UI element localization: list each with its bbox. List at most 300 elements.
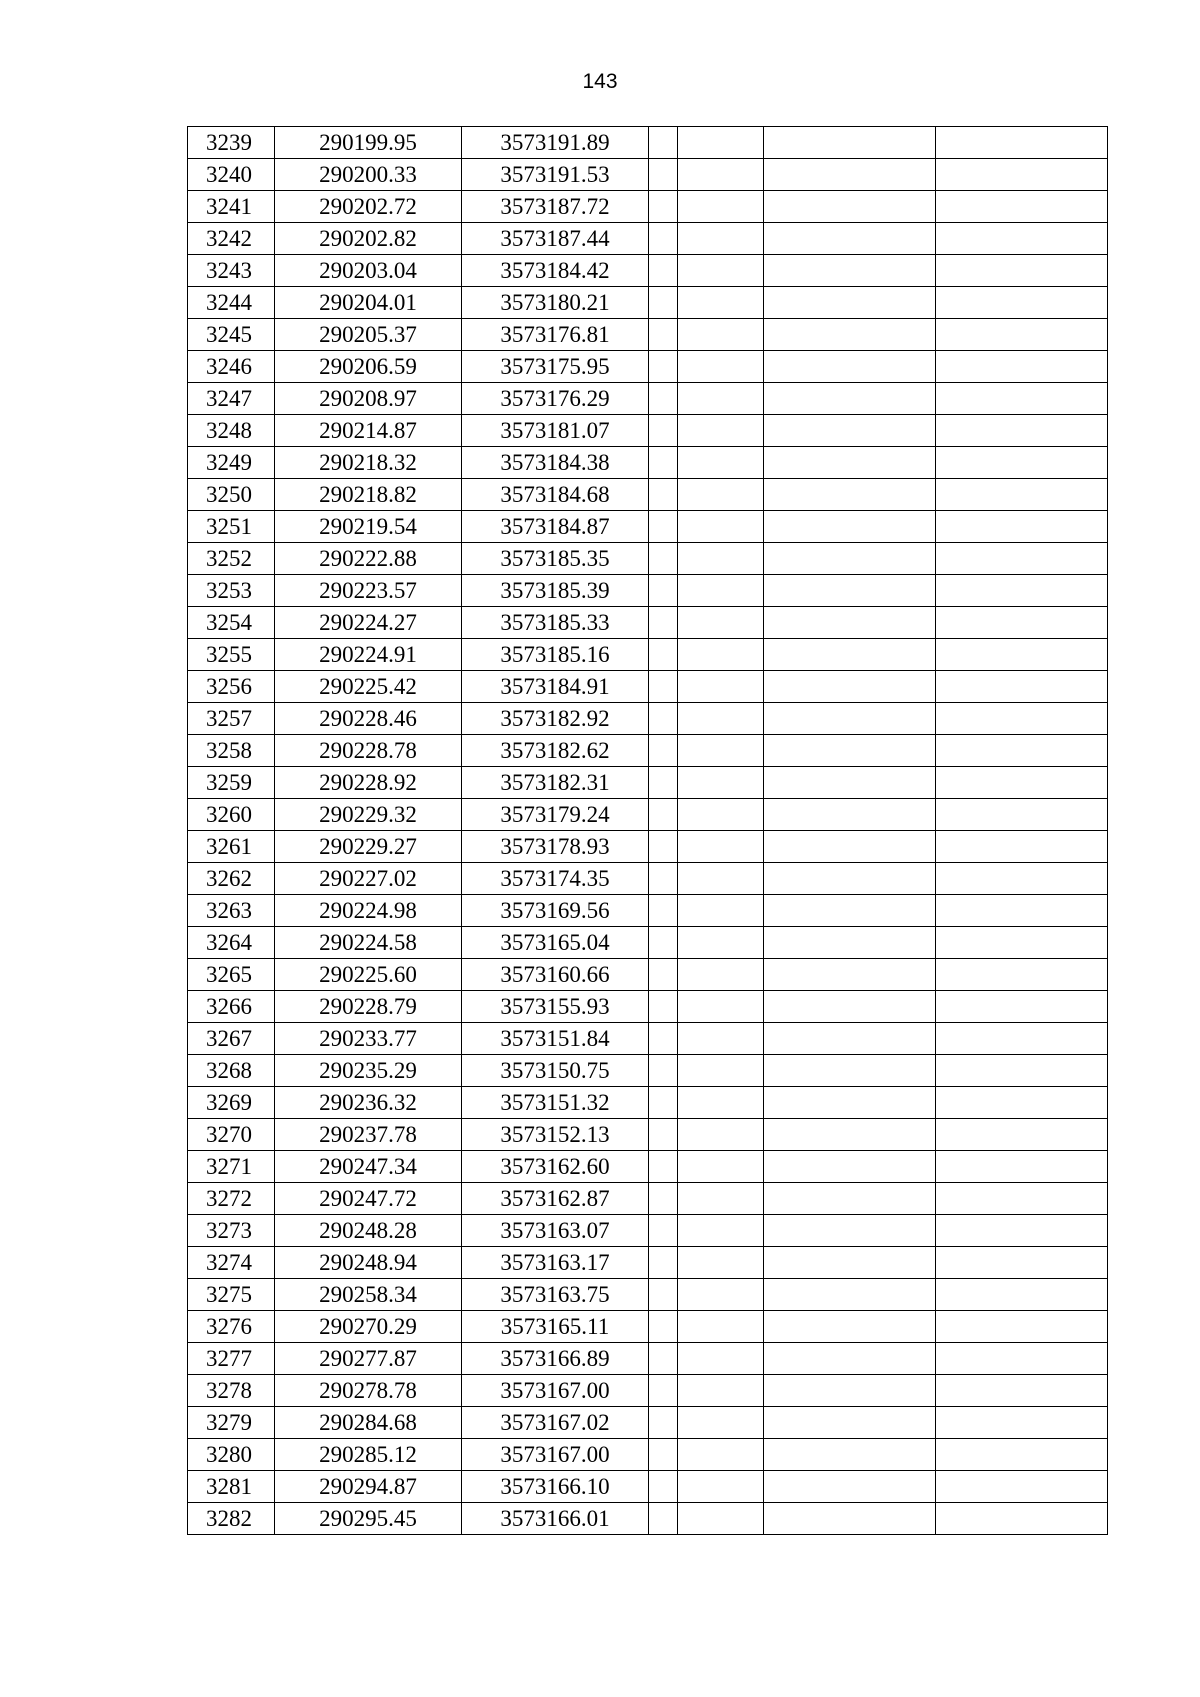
cell-y-coordinate: 3573166.01 bbox=[462, 1503, 649, 1535]
cell-empty bbox=[649, 895, 678, 927]
cell-point-number: 3269 bbox=[188, 1087, 275, 1119]
cell-point-number: 3240 bbox=[188, 159, 275, 191]
cell-y-coordinate: 3573185.33 bbox=[462, 607, 649, 639]
cell-empty bbox=[649, 959, 678, 991]
cell-empty bbox=[936, 383, 1108, 415]
cell-empty bbox=[649, 1215, 678, 1247]
table-row bbox=[188, 959, 1108, 991]
cell-empty bbox=[764, 1471, 936, 1503]
cell-empty bbox=[649, 127, 678, 159]
cell-empty bbox=[936, 287, 1108, 319]
cell-empty bbox=[764, 927, 936, 959]
cell-empty bbox=[936, 1247, 1108, 1279]
cell-empty bbox=[936, 1151, 1108, 1183]
cell-empty bbox=[678, 735, 764, 767]
cell-empty bbox=[649, 1055, 678, 1087]
cell-x-coordinate: 290224.98 bbox=[275, 895, 462, 927]
cell-empty bbox=[936, 735, 1108, 767]
cell-empty bbox=[649, 1343, 678, 1375]
cell-y-coordinate: 3573163.75 bbox=[462, 1279, 649, 1311]
cell-empty bbox=[764, 671, 936, 703]
cell-y-coordinate: 3573155.93 bbox=[462, 991, 649, 1023]
cell-y-coordinate: 3573184.87 bbox=[462, 511, 649, 543]
cell-y-coordinate: 3573162.87 bbox=[462, 1183, 649, 1215]
cell-empty bbox=[764, 1247, 936, 1279]
cell-y-coordinate: 3573167.02 bbox=[462, 1407, 649, 1439]
cell-empty bbox=[678, 1375, 764, 1407]
cell-point-number: 3247 bbox=[188, 383, 275, 415]
cell-empty bbox=[764, 223, 936, 255]
cell-empty bbox=[649, 991, 678, 1023]
cell-x-coordinate: 290248.28 bbox=[275, 1215, 462, 1247]
cell-empty bbox=[649, 1503, 678, 1535]
cell-empty bbox=[649, 223, 678, 255]
cell-y-coordinate: 3573185.16 bbox=[462, 639, 649, 671]
cell-empty bbox=[678, 223, 764, 255]
table-row bbox=[188, 255, 1108, 287]
cell-y-coordinate: 3573166.89 bbox=[462, 1343, 649, 1375]
cell-empty bbox=[936, 575, 1108, 607]
cell-empty bbox=[649, 1247, 678, 1279]
cell-empty bbox=[936, 511, 1108, 543]
cell-empty bbox=[936, 927, 1108, 959]
cell-point-number: 3274 bbox=[188, 1247, 275, 1279]
cell-x-coordinate: 290258.34 bbox=[275, 1279, 462, 1311]
cell-empty bbox=[649, 799, 678, 831]
cell-empty bbox=[649, 319, 678, 351]
cell-empty bbox=[936, 1215, 1108, 1247]
table-row bbox=[188, 991, 1108, 1023]
cell-point-number: 3275 bbox=[188, 1279, 275, 1311]
table-row bbox=[188, 1247, 1108, 1279]
cell-y-coordinate: 3573187.44 bbox=[462, 223, 649, 255]
cell-x-coordinate: 290236.32 bbox=[275, 1087, 462, 1119]
cell-empty bbox=[678, 1087, 764, 1119]
cell-empty bbox=[936, 319, 1108, 351]
cell-empty bbox=[936, 1343, 1108, 1375]
cell-y-coordinate: 3573187.72 bbox=[462, 191, 649, 223]
cell-empty bbox=[764, 703, 936, 735]
cell-empty bbox=[764, 127, 936, 159]
cell-x-coordinate: 290229.27 bbox=[275, 831, 462, 863]
cell-y-coordinate: 3573152.13 bbox=[462, 1119, 649, 1151]
cell-x-coordinate: 290223.57 bbox=[275, 575, 462, 607]
cell-x-coordinate: 290205.37 bbox=[275, 319, 462, 351]
cell-empty bbox=[764, 575, 936, 607]
table-row bbox=[188, 767, 1108, 799]
cell-point-number: 3255 bbox=[188, 639, 275, 671]
cell-empty bbox=[936, 191, 1108, 223]
cell-empty bbox=[936, 639, 1108, 671]
cell-x-coordinate: 290219.54 bbox=[275, 511, 462, 543]
table-body bbox=[188, 127, 1108, 1535]
cell-empty bbox=[649, 1119, 678, 1151]
cell-empty bbox=[678, 991, 764, 1023]
cell-empty bbox=[936, 255, 1108, 287]
cell-x-coordinate: 290235.29 bbox=[275, 1055, 462, 1087]
cell-x-coordinate: 290218.82 bbox=[275, 479, 462, 511]
cell-point-number: 3257 bbox=[188, 703, 275, 735]
cell-empty bbox=[764, 831, 936, 863]
cell-y-coordinate: 3573191.53 bbox=[462, 159, 649, 191]
table-row bbox=[188, 1023, 1108, 1055]
cell-x-coordinate: 290277.87 bbox=[275, 1343, 462, 1375]
cell-empty bbox=[936, 799, 1108, 831]
table-row bbox=[188, 1343, 1108, 1375]
cell-empty bbox=[936, 671, 1108, 703]
cell-point-number: 3259 bbox=[188, 767, 275, 799]
cell-y-coordinate: 3573165.11 bbox=[462, 1311, 649, 1343]
cell-empty bbox=[764, 287, 936, 319]
cell-point-number: 3280 bbox=[188, 1439, 275, 1471]
cell-empty bbox=[678, 575, 764, 607]
cell-empty bbox=[764, 479, 936, 511]
table-row bbox=[188, 1087, 1108, 1119]
cell-empty bbox=[649, 383, 678, 415]
cell-empty bbox=[649, 479, 678, 511]
cell-empty bbox=[678, 287, 764, 319]
table-row bbox=[188, 1119, 1108, 1151]
cell-empty bbox=[678, 1439, 764, 1471]
cell-point-number: 3282 bbox=[188, 1503, 275, 1535]
cell-empty bbox=[678, 511, 764, 543]
cell-empty bbox=[649, 511, 678, 543]
table-row bbox=[188, 1375, 1108, 1407]
cell-empty bbox=[764, 1279, 936, 1311]
cell-point-number: 3266 bbox=[188, 991, 275, 1023]
cell-empty bbox=[936, 1183, 1108, 1215]
table-row bbox=[188, 479, 1108, 511]
cell-y-coordinate: 3573184.68 bbox=[462, 479, 649, 511]
cell-y-coordinate: 3573169.56 bbox=[462, 895, 649, 927]
table-row bbox=[188, 159, 1108, 191]
cell-y-coordinate: 3573151.32 bbox=[462, 1087, 649, 1119]
cell-y-coordinate: 3573178.93 bbox=[462, 831, 649, 863]
cell-empty bbox=[678, 671, 764, 703]
cell-empty bbox=[764, 863, 936, 895]
cell-empty bbox=[649, 863, 678, 895]
cell-empty bbox=[936, 1439, 1108, 1471]
cell-x-coordinate: 290218.32 bbox=[275, 447, 462, 479]
table-row bbox=[188, 1311, 1108, 1343]
cell-empty bbox=[649, 575, 678, 607]
cell-y-coordinate: 3573163.07 bbox=[462, 1215, 649, 1247]
cell-x-coordinate: 290270.29 bbox=[275, 1311, 462, 1343]
cell-point-number: 3263 bbox=[188, 895, 275, 927]
cell-empty bbox=[649, 191, 678, 223]
cell-empty bbox=[678, 1183, 764, 1215]
cell-empty bbox=[936, 415, 1108, 447]
cell-empty bbox=[678, 1119, 764, 1151]
cell-empty bbox=[649, 415, 678, 447]
cell-empty bbox=[678, 1151, 764, 1183]
cell-empty bbox=[678, 1343, 764, 1375]
cell-x-coordinate: 290294.87 bbox=[275, 1471, 462, 1503]
table-row bbox=[188, 511, 1108, 543]
table-row bbox=[188, 927, 1108, 959]
cell-empty bbox=[764, 511, 936, 543]
cell-point-number: 3256 bbox=[188, 671, 275, 703]
table-row bbox=[188, 895, 1108, 927]
cell-empty bbox=[936, 351, 1108, 383]
cell-point-number: 3277 bbox=[188, 1343, 275, 1375]
table-row bbox=[188, 1055, 1108, 1087]
cell-empty bbox=[678, 319, 764, 351]
cell-x-coordinate: 290228.78 bbox=[275, 735, 462, 767]
cell-empty bbox=[764, 255, 936, 287]
cell-empty bbox=[936, 831, 1108, 863]
cell-empty bbox=[764, 1375, 936, 1407]
cell-x-coordinate: 290229.32 bbox=[275, 799, 462, 831]
cell-empty bbox=[678, 1247, 764, 1279]
cell-x-coordinate: 290237.78 bbox=[275, 1119, 462, 1151]
cell-point-number: 3281 bbox=[188, 1471, 275, 1503]
cell-empty bbox=[678, 639, 764, 671]
cell-empty bbox=[678, 255, 764, 287]
cell-empty bbox=[649, 159, 678, 191]
cell-empty bbox=[764, 1407, 936, 1439]
cell-empty bbox=[936, 607, 1108, 639]
cell-y-coordinate: 3573191.89 bbox=[462, 127, 649, 159]
cell-y-coordinate: 3573151.84 bbox=[462, 1023, 649, 1055]
cell-x-coordinate: 290224.27 bbox=[275, 607, 462, 639]
cell-x-coordinate: 290224.91 bbox=[275, 639, 462, 671]
cell-x-coordinate: 290200.33 bbox=[275, 159, 462, 191]
cell-empty bbox=[764, 1503, 936, 1535]
table-row bbox=[188, 831, 1108, 863]
cell-empty bbox=[649, 1279, 678, 1311]
cell-empty bbox=[764, 1055, 936, 1087]
cell-point-number: 3265 bbox=[188, 959, 275, 991]
cell-x-coordinate: 290202.82 bbox=[275, 223, 462, 255]
cell-y-coordinate: 3573150.75 bbox=[462, 1055, 649, 1087]
cell-x-coordinate: 290228.92 bbox=[275, 767, 462, 799]
cell-point-number: 3241 bbox=[188, 191, 275, 223]
table-row bbox=[188, 1439, 1108, 1471]
table-row bbox=[188, 351, 1108, 383]
cell-empty bbox=[678, 479, 764, 511]
cell-x-coordinate: 290206.59 bbox=[275, 351, 462, 383]
cell-empty bbox=[649, 1439, 678, 1471]
cell-point-number: 3270 bbox=[188, 1119, 275, 1151]
cell-empty bbox=[764, 191, 936, 223]
table-row bbox=[188, 415, 1108, 447]
cell-empty bbox=[678, 1023, 764, 1055]
cell-empty bbox=[764, 959, 936, 991]
cell-y-coordinate: 3573176.29 bbox=[462, 383, 649, 415]
cell-empty bbox=[936, 1503, 1108, 1535]
cell-y-coordinate: 3573167.00 bbox=[462, 1439, 649, 1471]
cell-y-coordinate: 3573184.38 bbox=[462, 447, 649, 479]
cell-point-number: 3273 bbox=[188, 1215, 275, 1247]
cell-y-coordinate: 3573184.42 bbox=[462, 255, 649, 287]
cell-empty bbox=[936, 959, 1108, 991]
cell-empty bbox=[649, 607, 678, 639]
cell-point-number: 3254 bbox=[188, 607, 275, 639]
cell-point-number: 3258 bbox=[188, 735, 275, 767]
cell-empty bbox=[764, 1311, 936, 1343]
cell-empty bbox=[678, 1407, 764, 1439]
cell-empty bbox=[936, 447, 1108, 479]
cell-empty bbox=[649, 447, 678, 479]
cell-empty bbox=[764, 351, 936, 383]
cell-empty bbox=[649, 671, 678, 703]
cell-x-coordinate: 290247.72 bbox=[275, 1183, 462, 1215]
cell-empty bbox=[678, 863, 764, 895]
cell-x-coordinate: 290208.97 bbox=[275, 383, 462, 415]
cell-x-coordinate: 290285.12 bbox=[275, 1439, 462, 1471]
cell-y-coordinate: 3573176.81 bbox=[462, 319, 649, 351]
cell-y-coordinate: 3573179.24 bbox=[462, 799, 649, 831]
cell-empty bbox=[649, 703, 678, 735]
cell-y-coordinate: 3573184.91 bbox=[462, 671, 649, 703]
cell-empty bbox=[936, 1055, 1108, 1087]
cell-empty bbox=[678, 191, 764, 223]
cell-x-coordinate: 290199.95 bbox=[275, 127, 462, 159]
cell-empty bbox=[678, 1311, 764, 1343]
cell-x-coordinate: 290214.87 bbox=[275, 415, 462, 447]
cell-point-number: 3246 bbox=[188, 351, 275, 383]
cell-point-number: 3252 bbox=[188, 543, 275, 575]
cell-empty bbox=[678, 1471, 764, 1503]
cell-empty bbox=[764, 767, 936, 799]
cell-empty bbox=[936, 479, 1108, 511]
cell-empty bbox=[936, 703, 1108, 735]
cell-point-number: 3271 bbox=[188, 1151, 275, 1183]
table-row bbox=[188, 735, 1108, 767]
cell-empty bbox=[936, 1375, 1108, 1407]
cell-empty bbox=[764, 1439, 936, 1471]
cell-empty bbox=[764, 1215, 936, 1247]
cell-empty bbox=[764, 159, 936, 191]
cell-empty bbox=[678, 159, 764, 191]
cell-y-coordinate: 3573160.66 bbox=[462, 959, 649, 991]
cell-empty bbox=[649, 1087, 678, 1119]
table-row bbox=[188, 127, 1108, 159]
cell-point-number: 3272 bbox=[188, 1183, 275, 1215]
cell-empty bbox=[936, 543, 1108, 575]
table-row bbox=[188, 639, 1108, 671]
table-row bbox=[188, 1471, 1108, 1503]
cell-empty bbox=[764, 1087, 936, 1119]
cell-x-coordinate: 290228.46 bbox=[275, 703, 462, 735]
cell-y-coordinate: 3573166.10 bbox=[462, 1471, 649, 1503]
cell-point-number: 3268 bbox=[188, 1055, 275, 1087]
cell-empty bbox=[678, 543, 764, 575]
cell-point-number: 3260 bbox=[188, 799, 275, 831]
cell-empty bbox=[764, 1183, 936, 1215]
cell-point-number: 3264 bbox=[188, 927, 275, 959]
cell-empty bbox=[649, 639, 678, 671]
cell-empty bbox=[678, 767, 764, 799]
cell-y-coordinate: 3573165.04 bbox=[462, 927, 649, 959]
cell-empty bbox=[649, 255, 678, 287]
cell-empty bbox=[764, 319, 936, 351]
cell-y-coordinate: 3573175.95 bbox=[462, 351, 649, 383]
cell-empty bbox=[764, 735, 936, 767]
table-row bbox=[188, 447, 1108, 479]
cell-x-coordinate: 290222.88 bbox=[275, 543, 462, 575]
cell-point-number: 3279 bbox=[188, 1407, 275, 1439]
cell-point-number: 3276 bbox=[188, 1311, 275, 1343]
cell-empty bbox=[764, 895, 936, 927]
cell-empty bbox=[936, 1279, 1108, 1311]
table-row bbox=[188, 575, 1108, 607]
cell-empty bbox=[764, 1023, 936, 1055]
cell-empty bbox=[764, 1343, 936, 1375]
cell-empty bbox=[936, 127, 1108, 159]
cell-x-coordinate: 290203.04 bbox=[275, 255, 462, 287]
table-row bbox=[188, 1407, 1108, 1439]
cell-empty bbox=[764, 1151, 936, 1183]
cell-y-coordinate: 3573167.00 bbox=[462, 1375, 649, 1407]
table-row bbox=[188, 1279, 1108, 1311]
cell-empty bbox=[649, 1183, 678, 1215]
cell-point-number: 3248 bbox=[188, 415, 275, 447]
cell-point-number: 3250 bbox=[188, 479, 275, 511]
table-row bbox=[188, 287, 1108, 319]
cell-y-coordinate: 3573182.92 bbox=[462, 703, 649, 735]
table-row bbox=[188, 1151, 1108, 1183]
cell-empty bbox=[678, 959, 764, 991]
cell-empty bbox=[764, 639, 936, 671]
cell-point-number: 3243 bbox=[188, 255, 275, 287]
table-row bbox=[188, 863, 1108, 895]
table-row bbox=[188, 191, 1108, 223]
cell-point-number: 3262 bbox=[188, 863, 275, 895]
cell-empty bbox=[936, 767, 1108, 799]
cell-empty bbox=[649, 767, 678, 799]
cell-empty bbox=[649, 927, 678, 959]
cell-empty bbox=[649, 1151, 678, 1183]
cell-empty bbox=[678, 831, 764, 863]
cell-empty bbox=[936, 1023, 1108, 1055]
cell-point-number: 3253 bbox=[188, 575, 275, 607]
cell-empty bbox=[936, 159, 1108, 191]
cell-empty bbox=[678, 351, 764, 383]
cell-empty bbox=[764, 383, 936, 415]
cell-x-coordinate: 290202.72 bbox=[275, 191, 462, 223]
cell-point-number: 3278 bbox=[188, 1375, 275, 1407]
cell-empty bbox=[936, 991, 1108, 1023]
cell-y-coordinate: 3573180.21 bbox=[462, 287, 649, 319]
cell-empty bbox=[936, 1119, 1108, 1151]
cell-point-number: 3249 bbox=[188, 447, 275, 479]
cell-empty bbox=[678, 383, 764, 415]
cell-x-coordinate: 290225.60 bbox=[275, 959, 462, 991]
cell-empty bbox=[764, 799, 936, 831]
table-row bbox=[188, 1215, 1108, 1247]
cell-empty bbox=[936, 1087, 1108, 1119]
cell-empty bbox=[936, 1407, 1108, 1439]
cell-x-coordinate: 290284.68 bbox=[275, 1407, 462, 1439]
cell-y-coordinate: 3573163.17 bbox=[462, 1247, 649, 1279]
cell-empty bbox=[764, 543, 936, 575]
cell-point-number: 3251 bbox=[188, 511, 275, 543]
cell-x-coordinate: 290278.78 bbox=[275, 1375, 462, 1407]
cell-empty bbox=[649, 1375, 678, 1407]
table-row bbox=[188, 223, 1108, 255]
cell-empty bbox=[764, 415, 936, 447]
cell-y-coordinate: 3573182.31 bbox=[462, 767, 649, 799]
cell-empty bbox=[764, 991, 936, 1023]
table-row bbox=[188, 543, 1108, 575]
cell-y-coordinate: 3573185.39 bbox=[462, 575, 649, 607]
cell-x-coordinate: 290295.45 bbox=[275, 1503, 462, 1535]
cell-empty bbox=[764, 1119, 936, 1151]
cell-y-coordinate: 3573185.35 bbox=[462, 543, 649, 575]
table-row bbox=[188, 671, 1108, 703]
